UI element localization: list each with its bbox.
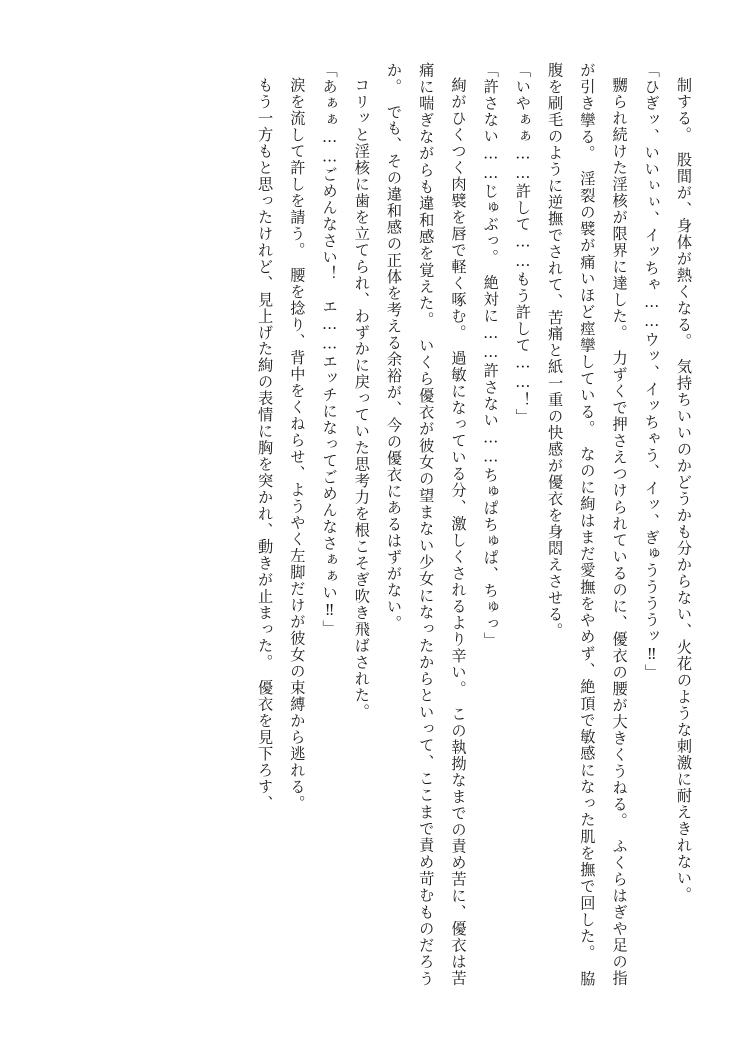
paragraph: 嬲られ続けた淫核が限界に達した。 力ずくで押さえつけられているのに、優衣の腰が大きくうねる。 ふくらはぎや足の指が引き攣る。 淫裂の襞が痛いほど痙攣している。 なのに絢はまだ愛撫をやめず、絶頂で敏感になった肌を撫で回した。 脇腹を刷毛のように逆撫でされて、苦痛と紙一重の快感が優衣を身悶えさせる。 (546, 62, 629, 987)
paragraph-dialogue: 「ひぎッ、いいぃぃ、イッちゃ……ウッ、イッちゃう、イッ、ぎゅううううッ‼」 (642, 62, 661, 681)
paragraph: 涙を流して許しを請う。 腰を捻り、背中をくねらせ、ようやく左脚だけが彼女の束縛から逃れる。 (288, 77, 307, 812)
paragraph: 制する。 股間が、身体が熱くなる。 気持ちいいのかどうかも分からない、火花のような刺激に耐えきれない。 (675, 77, 693, 904)
vertical-text-body (36, 62, 700, 987)
paragraph: 絢がひくつく肉襞を唇で軽く啄む。 過敏になっている分、激しくされるより辛い。 この執拗なまでの責め苦に、優衣は苦痛に喘ぎながらも違和感を覚えた。 いくら優衣が彼女の望まない少女になったからといって、ここまで責め苛むものだろうか。 でも、その違和感の正体を考える余裕が、今の優衣にあるはずがない。 (385, 62, 468, 987)
paragraph: コリッと淫核に歯を立てられ、わずかに戻っていた思考力を根こそぎ吹き飛ばされた。 (352, 77, 371, 721)
paragraph-dialogue: 「許さない……じゅぶっ。 絶対に……許さない……ちゅぱちゅぱ、ちゅっ」 (481, 62, 500, 649)
paragraph: もう一方もと思ったけれど、見上げた絢の表情に胸を突かれ、動きが止まった。 優衣を見下ろす、 (256, 77, 275, 812)
paragraph-dialogue: 「いやぁぁ……許して……もう許して……！」 (513, 62, 532, 426)
paragraph-dialogue: 「あぁぁ……ごめんなさい！ エ……エッチになってごめんなさぁぁい‼」 (320, 62, 339, 637)
